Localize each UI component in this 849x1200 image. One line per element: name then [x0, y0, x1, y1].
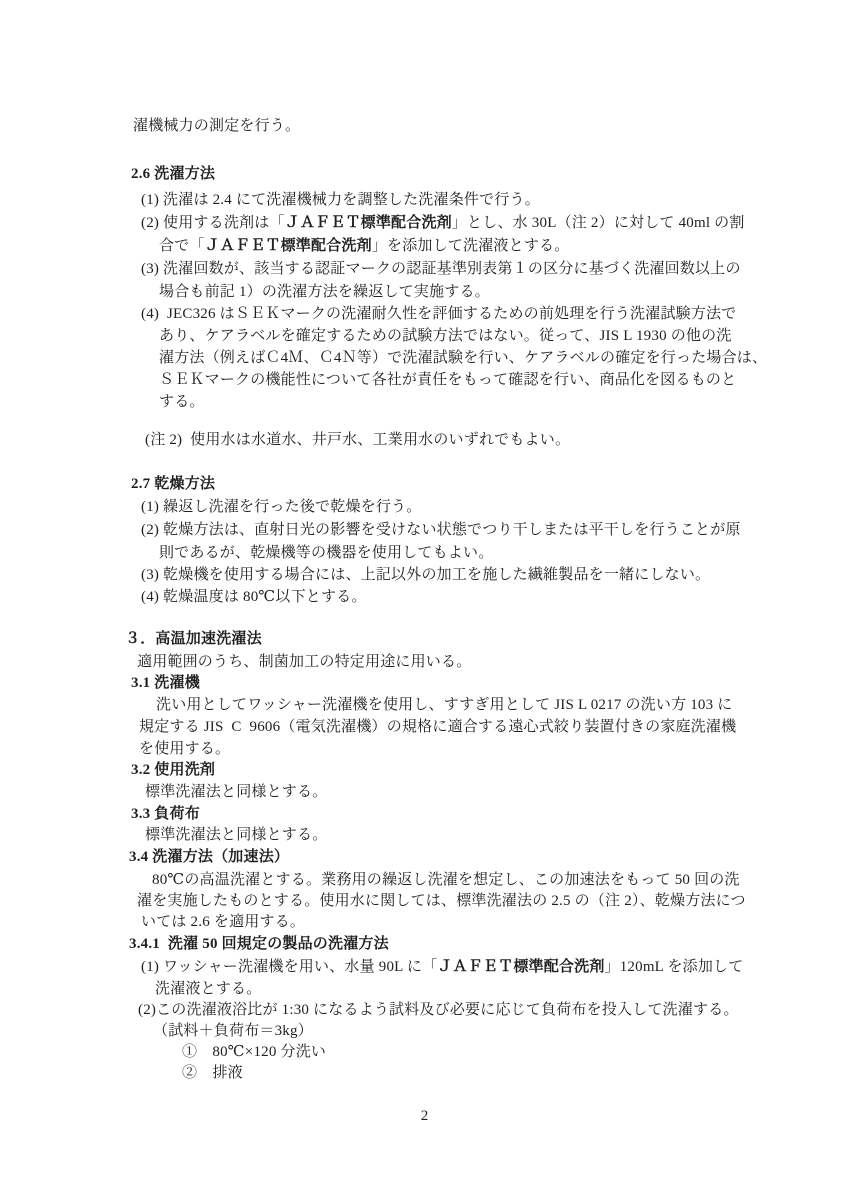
body-text: 標準洗濯法と同様とする。 — [145, 827, 328, 843]
list-item: (4) 乾燥温度は 80℃以下とする。 — [141, 589, 367, 605]
page-number: 2 — [420, 1108, 429, 1124]
list-item: (2)この洗濯液浴比が 1:30 になるよう試料及び必要に応じて負荷布を投入して洗濯する。 — [138, 1002, 739, 1018]
section-heading-3-2: 3.2 使用洗剤 — [131, 762, 216, 778]
list-item-continuation: 洗濯液とする。 — [155, 981, 262, 997]
text-segment: (1) ワッシャー洗濯機を用い、水量 90L に「 — [141, 959, 438, 975]
body-text-continuation: 濯を実施したものとする。使用水に関しては、標準洗濯法の 2.5 の（注 2）、乾燥方法につ — [137, 893, 746, 909]
list-item-continuation: 則であるが、乾燥機等の機器を使用してもよい。 — [159, 545, 494, 561]
text-segment-bold: ＪＡＦＥＴ標準配合洗剤 — [437, 959, 605, 975]
body-text-continuation: 規定する JIS C 9606（電気洗濯機）の規格に適合する遠心式絞り装置付きの家庭洗濯機 — [139, 719, 737, 735]
list-item-continuation: あり、ケアラベルを確定するための試験方法ではない。従って、JIS L 1930 の他の洗 — [159, 328, 732, 344]
section-heading-2-7: 2.7 乾燥方法 — [131, 476, 216, 492]
note-2: (注 2) 使用水は水道水、井戸水、工業用水のいずれでもよい。 — [145, 432, 571, 448]
list-item-continuation — [159, 238, 569, 254]
body-text: 洗い用としてワッシャー洗濯機を使用し、すすぎ用として JIS L 0217 の洗い方 103 に — [156, 697, 733, 713]
body-text-continuation: を使用する。 — [139, 741, 231, 757]
list-item: (3) 洗濯回数が、該当する認証マークの認証基準別表第１の区分に基づく洗濯回数以上の — [141, 261, 741, 277]
text-segment-bold: ＪＡＦＥＴ標準配合洗剤 — [284, 215, 452, 231]
circled-step-1: ① 80℃×120 分洗い — [182, 1044, 327, 1060]
section-heading-3-4: 3.4 洗濯方法（加速法） — [129, 849, 290, 865]
list-item: (2) 乾燥方法は、直射日光の影響を受けない状態でつり干しまたは平干しを行うことが原 — [141, 522, 741, 538]
list-item-continuation: する。 — [159, 394, 205, 410]
text-segment: 」120mL を添加して — [604, 959, 744, 975]
list-item: (4) JEC326 はＳＥＫマークの洗濯耐久性を評価するための前処理を行う洗濯試験方法で — [141, 306, 737, 322]
text-segment: 合で「 — [159, 238, 205, 254]
section-heading-3-4-1: 3.4.1 洗濯 50 回規定の製品の洗濯方法 — [129, 936, 389, 952]
list-item-continuation: 濯方法（例えばＣ4Ｍ、Ｃ4Ｎ等）で洗濯試験を行い、ケアラベルの確定を行った場合は、 — [159, 350, 768, 366]
body-text: 80℃の高温洗濯とする。業務用の繰返し洗濯を想定し、この加速法をもって 50 回の洗 — [152, 872, 740, 888]
section-heading-3: ３．高温加速洗濯法 — [125, 631, 262, 647]
list-item — [141, 959, 743, 975]
list-item — [141, 215, 745, 231]
list-item: (3) 乾燥機を使用する場合には、上記以外の加工を施した繊維製品を一緒にしない。 — [141, 567, 711, 583]
body-text-continuation: 濯機械力の測定を行う。 — [133, 118, 301, 134]
text-segment: 」とし、水 30L（注 2）に対して 40ml の割 — [451, 215, 745, 231]
section-heading-3-3: 3.3 負荷布 — [131, 806, 200, 822]
section-heading-3-1: 3.1 洗濯機 — [131, 675, 200, 691]
body-text: 標準洗濯法と同様とする。 — [145, 784, 328, 800]
text-segment: 」を添加して洗濯液とする。 — [371, 238, 570, 254]
circled-step-2: ② 排液 — [182, 1065, 243, 1081]
list-item: (1) 洗濯は 2.4 にて洗濯機械力を調整した洗濯条件で行う。 — [141, 192, 540, 208]
text-segment-bold: ＪＡＦＥＴ標準配合洗剤 — [204, 238, 372, 254]
list-item: (1) 繰返し洗濯を行った後で乾燥を行う。 — [141, 499, 422, 515]
body-text: 適用範囲のうち、制菌加工の特定用途に用いる。 — [137, 654, 472, 670]
text-segment: (2) 使用する洗剤は「 — [141, 215, 285, 231]
list-item-continuation: ＳＥＫマークの機能性について各社が責任をもって確認を行い、商品化を図るものと — [159, 372, 737, 388]
body-text-continuation: いては 2.6 を適用する。 — [141, 914, 306, 930]
section-heading-2-6: 2.6 洗濯方法 — [131, 166, 216, 182]
list-item-note: （試料＋負荷布＝3kg） — [153, 1023, 313, 1039]
list-item-continuation: 場合も前記 1）の洗濯方法を繰返して実施する。 — [159, 284, 490, 300]
